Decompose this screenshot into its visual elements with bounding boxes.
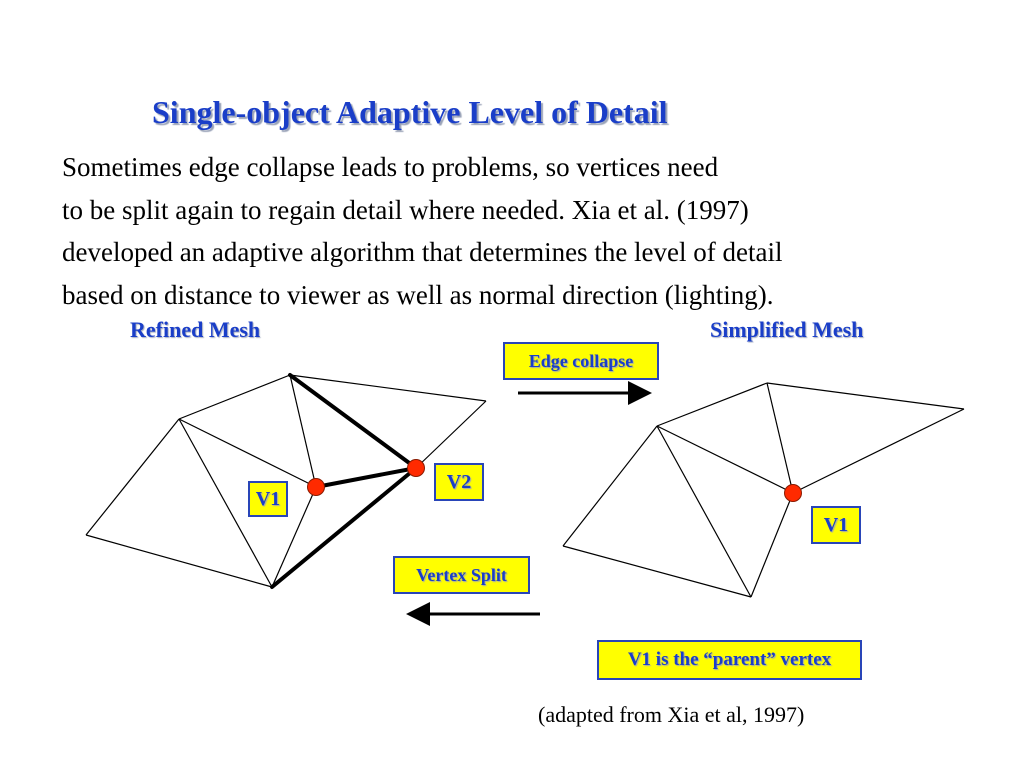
v2-label-refined [434, 463, 484, 501]
vertex-split-text: Vertex Split [416, 565, 507, 585]
body-line: to be split again to regain detail where needed. Xia et al. (1997) [62, 194, 749, 225]
body-line: based on distance to viewer as well as normal direction (lighting). [62, 279, 774, 310]
bold-edge [316, 468, 416, 487]
parent-vertex-note [597, 640, 862, 680]
v1-label-text: V1 [255, 488, 281, 510]
body-line: developed an adaptive algorithm that determines the level of detail [62, 237, 783, 267]
edge-collapse-text: Edge collapse [528, 351, 634, 371]
refined-mesh-heading: Refined Mesh [130, 317, 261, 342]
vertex-v1-refined [308, 479, 325, 496]
parent-vertex-note-text: V1 is the “parent” vertex [627, 649, 832, 670]
vertex-v2-refined [408, 460, 425, 477]
mesh-edge [657, 426, 751, 597]
slide-title: Single-object Adaptive Level of Detail [152, 94, 668, 130]
v1-label-text: V1 [823, 514, 849, 536]
vertex-split-label [393, 556, 530, 594]
simplified-mesh-heading: Simplified Mesh [710, 317, 864, 342]
mesh-edge [563, 546, 751, 597]
mesh-edge [767, 383, 793, 493]
mesh-edge [793, 409, 964, 493]
vertex-v1-simplified [785, 485, 802, 502]
mesh-edge [657, 426, 793, 493]
mesh-edge [767, 383, 964, 409]
mesh-edge [751, 493, 793, 597]
body-line: Sometimes edge collapse leads to problems, so vertices need [62, 152, 719, 182]
mesh-edge [86, 535, 272, 587]
edge-collapse-label [503, 342, 659, 380]
mesh-edge [416, 401, 486, 468]
v2-label-text: V2 [446, 471, 472, 493]
mesh-edge [86, 419, 179, 535]
mesh-edge [657, 383, 767, 426]
simplified-mesh [563, 383, 964, 597]
mesh-edge [179, 419, 316, 487]
v1-label-simplified [811, 506, 861, 544]
mesh-edge [563, 426, 657, 546]
mesh-edge [179, 375, 290, 419]
v1-label-refined [248, 481, 288, 517]
source-caption: (adapted from Xia et al, 1997) [538, 702, 805, 727]
